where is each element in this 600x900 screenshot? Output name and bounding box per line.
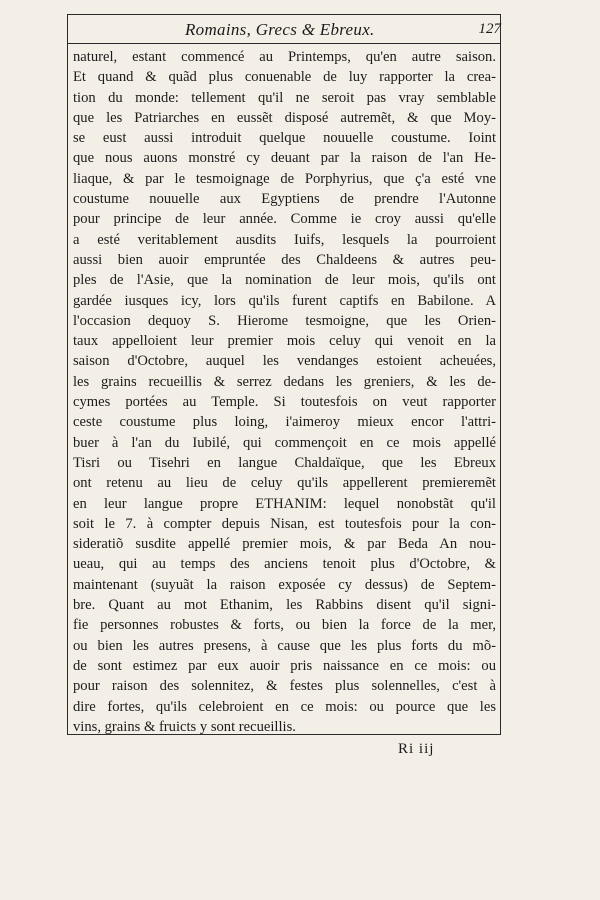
text-line: tion du monde: tellement qu'il ne seroit pas vray semblable [73, 89, 496, 106]
text-line: ueau, qui au temps des anciens tenoit plus d'Octobre, & [73, 556, 496, 573]
text-line: de sont estimez par eux auoir pris naissance en ce mois: ou [73, 657, 496, 674]
text-line: ples de l'Asie, que la nomination de leur mois, qu'ils ont [73, 272, 496, 289]
text-line: aussi bien auoir empruntée des Chaldeens & autres peu- [73, 251, 496, 268]
text-line: se eust aussi introduit quelque nouuelle coustume. Ioint [73, 130, 496, 147]
text-line: coustume nouuelle aux Egyptiens de prendre l'Autonne [73, 191, 496, 208]
text-line: taux appelloient leur premier mois celuy qui venoit en la [73, 333, 496, 350]
text-line: maintenant (suyuãt la raison exposée cy dessus) de Septem- [73, 576, 496, 593]
text-line: pour raison des solennitez, & festes plus solennelles, c'est à [73, 678, 496, 695]
text-line: bre. Quant au mot Ethanim, les Rabbins disent qu'il signi- [73, 597, 496, 614]
body-text [73, 47, 496, 737]
page-number: 127 [478, 21, 501, 37]
text-line: cymes portées au Temple. Si toutesfois on veut rapporter [73, 394, 496, 411]
text-line: ceste coustume plus loing, i'aimeroy mieux encor l'attri- [73, 414, 496, 431]
text-line: fie personnes robustes & forts, ou bien la force de la mer, [73, 617, 496, 634]
text-line: ont retenu au lieu de celuy qu'ils appellerent premieremẽt [73, 475, 496, 492]
text-line: Tisri ou Tisehri en langue Chaldaïque, que les Ebreux [73, 454, 496, 471]
text-line: l'occasion dequoy S. Hierome tesmoigne, que les Orien- [73, 312, 496, 329]
text-line: naturel, estant commencé au Printemps, qu'en autre saison. [73, 49, 496, 65]
signature-mark: Ri iij [398, 741, 435, 757]
text-line: saison d'Octobre, auquel les vendanges estoient acheuées, [73, 353, 496, 370]
text-line: a esté veritablement ausdits Iuifs, lesquels la pourroient [73, 231, 496, 248]
text-line: sideratiõ susdite appellé premier mois, & par Beda An nou- [73, 536, 496, 553]
text-line: soit le 7. à compter depuis Nisan, est toutesfois pour la con- [73, 515, 496, 532]
text-line: pour principe de leur année. Comme ie croy aussi qu'elle [73, 211, 496, 228]
text-line: Et quand & quãd plus conuenable de luy rapporter la crea- [73, 69, 496, 86]
header-rule [67, 43, 501, 44]
bottom-rule [67, 734, 501, 735]
text-line: en leur langue propre ETHANIM: lequel nonobstãt qu'il [73, 495, 496, 512]
text-line: ou bien les autres presens, à cause que les plus forts du mõ- [73, 637, 496, 654]
text-line: vins, grains & fruicts y sont recueillis. [73, 718, 296, 735]
text-line: les grains recueillis & serrez dedans les greniers, & les de- [73, 373, 496, 390]
running-title: Romains, Grecs & Ebreux. [185, 20, 375, 39]
text-line: que les Patriarches en eussẽt disposé autremẽt, & que Moy- [73, 109, 496, 126]
text-line: gardée iusques icy, lors qu'ils furent captifs en Babilone. A [73, 292, 496, 309]
top-rule [67, 14, 501, 15]
text-line: que nous auons monstré cy deuant par la raison de l'an He- [73, 150, 496, 167]
text-line: buer à l'an du Iubilé, qui commençoit en ce mois appellé [73, 434, 496, 451]
text-line: liaque, & par le tesmoignage de Porphyrius, que ç'a esté vne [73, 170, 496, 187]
page-header [75, 20, 503, 44]
text-line: dire fortes, qu'ils celebroient en ce mois: ou pource que les [73, 698, 496, 715]
